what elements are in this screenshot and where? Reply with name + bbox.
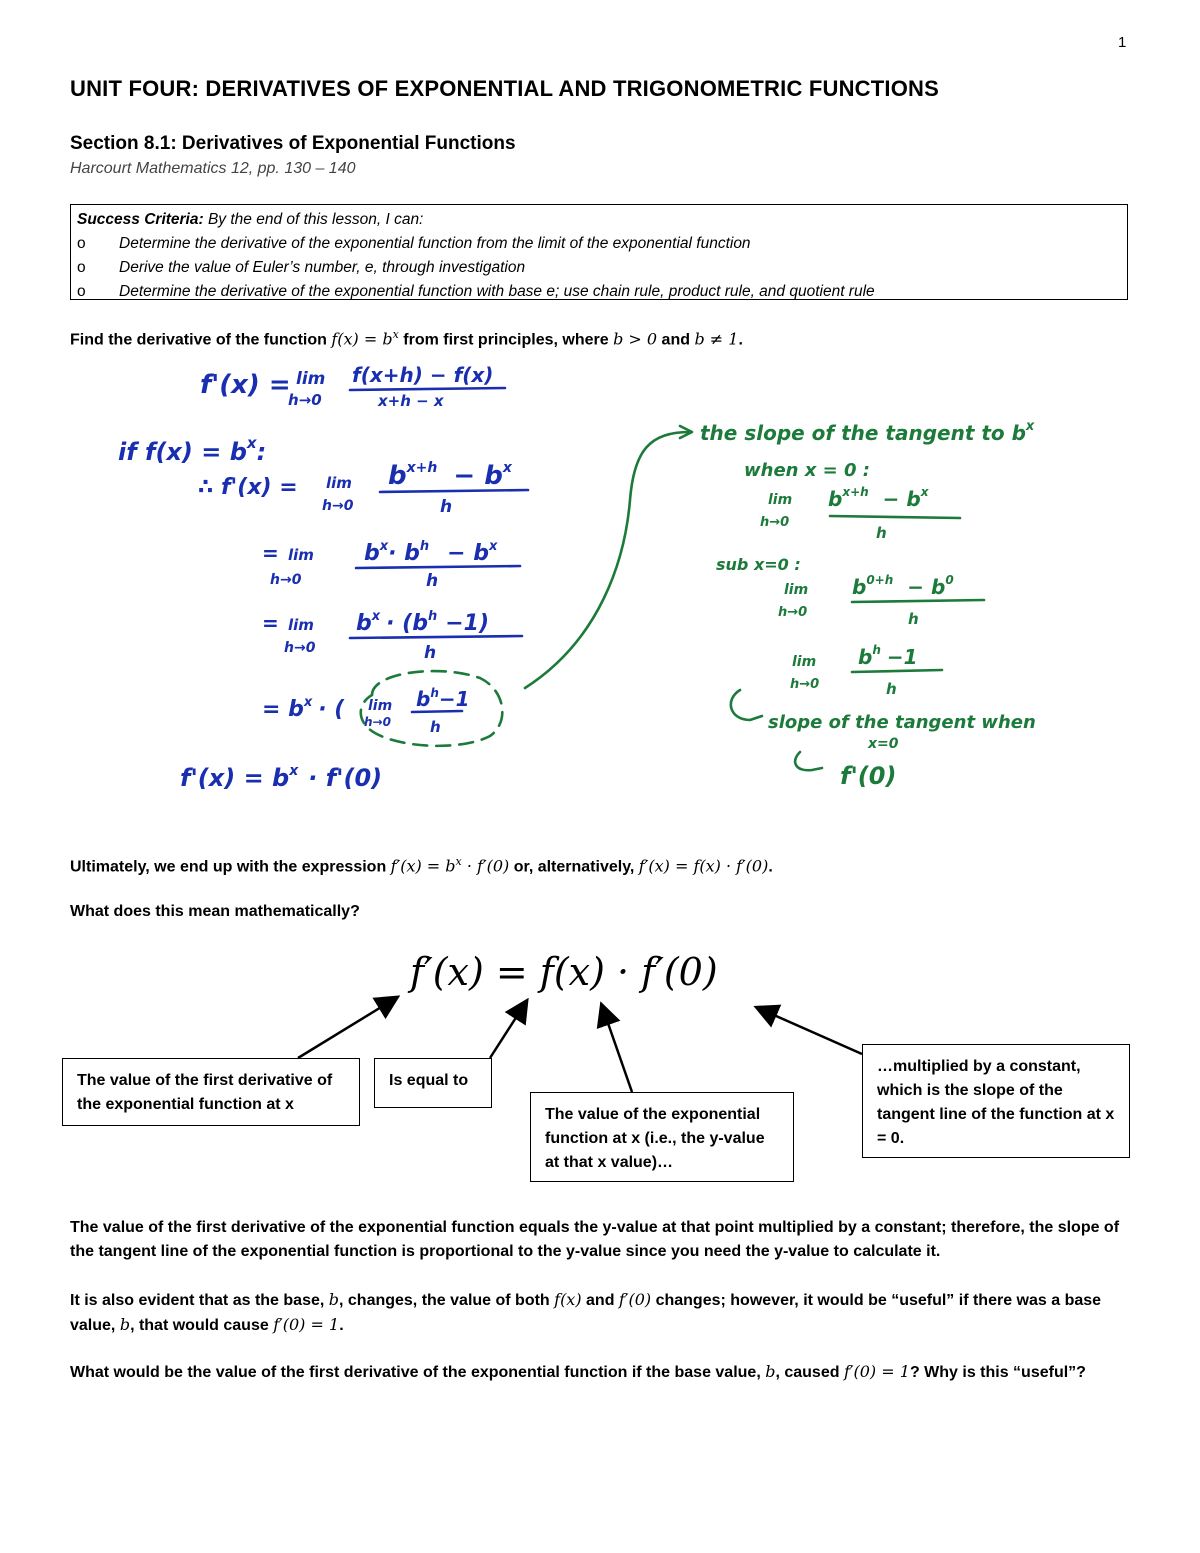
math-expression: f′(x) = f(x) · f′(0) <box>638 856 769 876</box>
hw-equals: = <box>262 611 279 635</box>
hw-derivative-lhs: f'(x) = <box>200 370 291 400</box>
big-equation: f′(x) = f(x) · f′(0) <box>410 950 718 994</box>
math-expression: · f′(0) <box>461 856 510 876</box>
hw-denominator: h <box>426 571 439 591</box>
hw-green-hook-arrow <box>731 690 762 720</box>
hw-numerator: $b^x \cdot (b^h -1)$ <box>356 609 490 636</box>
hw-numerator: $b^h-1$ <box>416 686 470 711</box>
arrow-to-equals <box>490 1002 526 1058</box>
hw-therefore-lhs: ∴ f'(x) = <box>198 475 298 500</box>
hw-lim: lim <box>288 616 314 634</box>
math-variable: b <box>765 1362 776 1381</box>
question-text: . <box>738 331 743 349</box>
question-text: Find the derivative of the function <box>70 331 332 349</box>
arrow-to-function <box>602 1006 632 1092</box>
success-criteria-label: Success Criteria: <box>77 211 204 228</box>
hw-lim: lim <box>368 698 393 714</box>
hw-green-numerator: $b^h -1$ <box>858 643 918 669</box>
hw-green-title: the slope of the tangent to $b^x$ <box>700 419 1035 445</box>
criteria-text: Derive the value of Euler’s number, e, through investigation <box>119 259 526 276</box>
paragraph-text: What would be the value of the first derivative of the exponential function if the base value, <box>70 1364 766 1381</box>
hw-green-lim-sub: h→0 <box>760 515 790 530</box>
hw-result: $f'(x) = b^x \cdot f'(0)$ <box>180 763 383 792</box>
hw-green-slope: slope of the tangent when <box>768 712 1036 733</box>
proportional-paragraph: The value of the first derivative of the exponential function equals the y-value at that point multiplied by a constant; therefore, the slope of the tangent line of the exponential function is proportional to the y-value since you need the y-value to calculate it. <box>70 1219 1120 1260</box>
paragraph-text: and <box>581 1292 619 1309</box>
useful-question-paragraph <box>70 1360 1130 1385</box>
math-expression: f(x) <box>554 1290 582 1309</box>
hw-lim-sub: h→0 <box>288 391 322 409</box>
math-exponent: x <box>392 328 399 341</box>
paragraph-text: It is also evident that as the base, <box>70 1292 329 1309</box>
hw-green-fraction-bar <box>852 670 942 672</box>
hw-green-lim: lim <box>792 654 817 670</box>
math-exponent: x <box>455 855 462 868</box>
math-variable: b <box>119 1315 131 1334</box>
statement-text: Ultimately, we end up with the expression <box>70 858 391 876</box>
hw-fraction-bar <box>356 566 520 568</box>
annotation-box-function: The value of the exponential function at x (i.e., the y-value at that x value)… <box>530 1092 794 1182</box>
hw-green-denominator: h <box>908 610 919 628</box>
hw-lim-sub: h→0 <box>322 498 354 514</box>
criteria-text: Determine the derivative of the exponential function from the limit of the exponential function <box>119 235 751 252</box>
hw-fraction-bar <box>350 636 522 638</box>
meaning-question: What does this mean mathematically? <box>70 903 360 920</box>
textbook-reference: Harcourt Mathematics 12, pp. 130 – 140 <box>70 160 356 177</box>
hw-lim: lim <box>326 474 352 492</box>
paragraph-text: , caused <box>775 1364 844 1381</box>
annotation-box-derivative: The value of the first derivative of the exponential function at x <box>62 1058 360 1126</box>
math-expression: f′(0) = 1 <box>843 1362 910 1381</box>
section-title: Section 8.1: Derivatives of Exponential Functions <box>70 133 516 154</box>
hw-denominator: h <box>440 497 453 517</box>
hw-lim-sub: h→0 <box>284 640 316 656</box>
hw-fraction-bar <box>350 388 505 390</box>
hw-lim: lim <box>296 369 326 389</box>
annotation-box-constant: …multiplied by a constant, which is the slope of the tangent line of the function at x = 0. <box>862 1044 1130 1158</box>
hw-denominator: x+h − x <box>378 392 444 410</box>
hw-green-hook-arrow <box>795 752 822 770</box>
hw-green-lim: lim <box>784 582 809 598</box>
hw-green-sub: sub x=0 : <box>716 555 801 574</box>
paragraph-text: , that would cause <box>130 1317 274 1334</box>
hw-factored: = $b^x$ · ( <box>262 695 345 722</box>
hw-numerator: f(x+h) − f(x) <box>352 363 494 387</box>
hw-green-denominator: h <box>886 680 897 698</box>
math-expression: f′(0) = 1 <box>273 1315 340 1334</box>
hw-green-numerator: $b^{0+h} - b^0$ <box>852 573 954 599</box>
statement-text: or, alternatively, <box>509 858 639 876</box>
math-expression: f′(0) <box>618 1290 652 1309</box>
green-connector-curve <box>525 432 690 688</box>
hw-green-result: f'(0) <box>840 762 897 790</box>
hw-numerator: $b^x\cdot b^h - b^x$ <box>364 539 498 566</box>
hw-numerator: $b^{x+h} - b^x$ <box>388 460 512 491</box>
math-variable: b <box>328 1290 339 1309</box>
hw-green-x0: x=0 <box>868 736 899 752</box>
bullet-marker: o <box>77 283 86 300</box>
hw-equals: = <box>262 541 279 565</box>
bullet-marker: o <box>77 259 86 276</box>
hw-lim: lim <box>288 546 314 564</box>
hw-denominator: h <box>430 718 441 736</box>
hw-if-line: if $f(x) = b^x$: <box>118 434 267 466</box>
hw-lim-sub: h→0 <box>270 572 302 588</box>
hw-green-fraction-bar <box>830 516 960 518</box>
hw-green-when: when x = 0 : <box>744 460 870 481</box>
criteria-text: Determine the derivative of the exponential function with base e; use chain rule, product rule, and quotient rule <box>119 283 875 300</box>
success-criteria-intro: By the end of this lesson, I can: <box>203 211 424 228</box>
paragraph-text: , changes, the value of both <box>339 1292 555 1309</box>
paragraph-text: . <box>339 1317 344 1334</box>
arrow-to-constant <box>758 1008 862 1054</box>
hw-green-lim-sub: h→0 <box>790 677 820 692</box>
hw-green-denominator: h <box>876 524 887 542</box>
hw-green-fraction-bar <box>852 600 984 602</box>
unit-title: UNIT FOUR: DERIVATIVES OF EXPONENTIAL AND TRIGONOMETRIC FUNCTIONS <box>70 76 939 101</box>
ultimately-statement <box>70 855 773 876</box>
statement-text: . <box>768 858 773 876</box>
math-expression: f′(x) = b <box>390 856 456 876</box>
hw-fraction-bar <box>412 711 462 712</box>
page-number: 1 <box>1118 34 1127 51</box>
annotation-box-equal: Is equal to <box>374 1058 492 1108</box>
base-value-paragraph <box>70 1288 1130 1338</box>
bullet-marker: o <box>77 235 86 252</box>
hw-denominator: h <box>424 643 437 663</box>
hw-lim-sub: h→0 <box>364 715 391 729</box>
question-text: from first principles, where <box>398 331 614 349</box>
math-fx: f(x) = b <box>331 329 393 349</box>
paragraph-text: changes; however, it would be “useful” if there was a base value, <box>70 1292 1102 1334</box>
hw-green-numerator: $b^{x+h} - b^x$ <box>828 485 929 511</box>
paragraph-text: ? Why is this “useful”? <box>909 1364 1086 1381</box>
arrow-to-derivative <box>298 998 396 1058</box>
question-text: and <box>657 331 695 349</box>
math-condition: b ≠ 1 <box>694 329 739 349</box>
math-condition: b > 0 <box>613 329 658 349</box>
hw-green-lim-sub: h→0 <box>778 605 808 620</box>
hw-green-lim: lim <box>768 492 793 508</box>
